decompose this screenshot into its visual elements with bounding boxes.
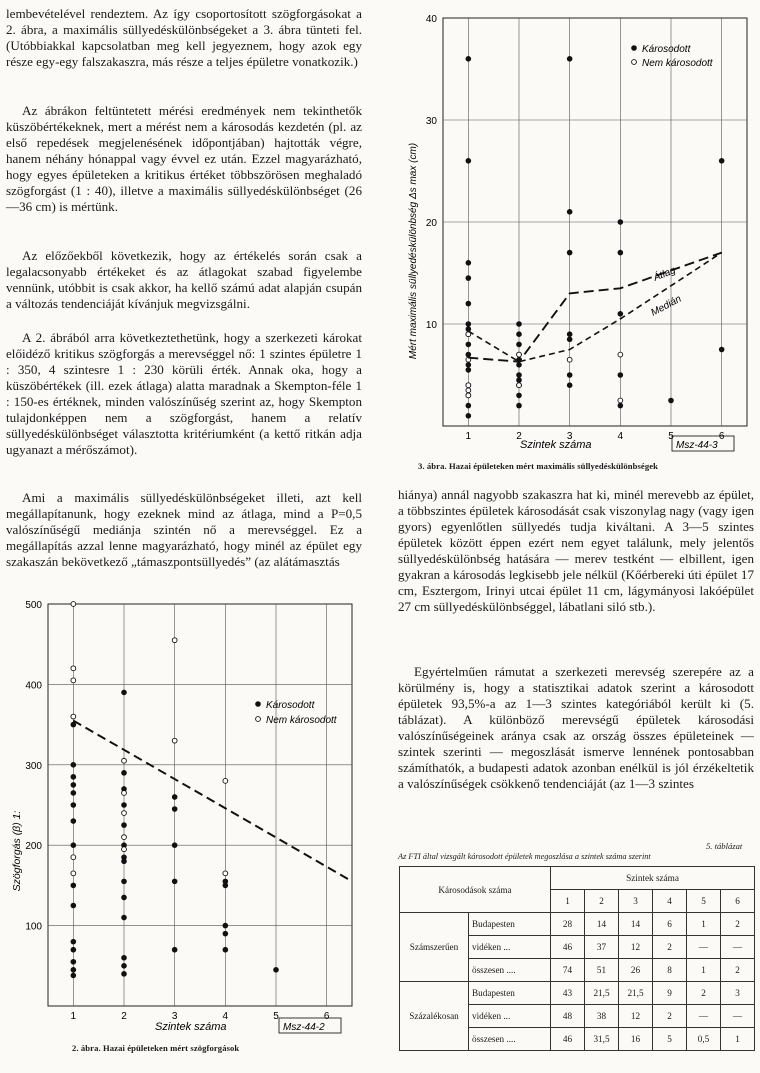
data-point-damaged — [516, 377, 522, 383]
table-cell: 9 — [653, 982, 687, 1005]
data-point-damaged — [466, 362, 472, 368]
data-point-damaged — [121, 955, 127, 961]
data-point-damaged — [71, 802, 77, 808]
table-row — [400, 982, 755, 1005]
x-tick-label: 5 — [273, 1011, 279, 1022]
table-header-group: Szintek száma — [551, 867, 755, 890]
table-cell: 74 — [551, 959, 585, 982]
paragraph: hiánya) annál nagyobb szakaszra hat ki, minél merevebb az épület, a többszintes épületek károsodását csak viszonylag nagy (vagy igen gyors) egyenlőtlen süllyedés tudja kiváltani. A 3—5 szintes épületek között éppen ezért nem egyet találunk, mely jelentős süllyedéskülönbség hatására — merev testként — elbillent, igen gyakran a károsodás legkisebb jele nélkül (Kőérbereki úti épület 17 cm, Esztergom, Irinyi utcai épület 11 cm, lágymányosi lakóépület 27 cm süllyedéskülönbséggel, lábatlani siló stb.). — [398, 487, 754, 615]
data-point-damaged — [567, 209, 573, 215]
table-label: 5. táblázat — [706, 841, 743, 851]
data-point-undamaged — [172, 738, 177, 743]
table-col-header: 6 — [721, 890, 755, 913]
line-label-atlag: Átlag — [652, 265, 678, 284]
data-point-damaged — [71, 967, 77, 973]
data-point-undamaged — [122, 811, 127, 816]
x-tick-label: 1 — [70, 1011, 77, 1022]
table-header-left: Károsodások száma — [400, 867, 551, 913]
table-cell: 14 — [585, 913, 619, 936]
data-point-undamaged — [618, 398, 623, 403]
data-point-damaged — [466, 301, 472, 307]
x-tick-label: 3 — [566, 431, 573, 442]
table-cell: — — [687, 936, 721, 959]
data-point-damaged — [172, 879, 178, 885]
data-point-undamaged — [618, 352, 623, 357]
table-cell: — — [687, 1005, 721, 1028]
data-point-damaged — [567, 331, 573, 337]
y-tick-label: 300 — [25, 760, 42, 772]
data-point-undamaged — [466, 383, 471, 388]
data-point-damaged — [516, 372, 522, 378]
data-point-damaged — [71, 903, 77, 909]
data-point-damaged — [466, 352, 472, 358]
paragraph: lembevételével rendeztem. Az így csoportosított szögforgásokat a 2. ábra, a maximális süllyedéskülönbségeket a 3. ábra tünteti fel. (Utóbbiakkal kapcsolatban meg kell jegyeznem, hogy azok egy része egy-egy falszakaszra, más része a teljes épületre vonatkozik.) — [6, 6, 362, 70]
data-point-damaged — [71, 818, 77, 824]
table-cell: 2 — [687, 982, 721, 1005]
data-point-damaged — [516, 342, 522, 348]
data-point-damaged — [121, 915, 127, 921]
table-cell: 1 — [687, 913, 721, 936]
y-axis-label: Szögforgás (β) 1: — [11, 810, 23, 892]
data-point-damaged — [567, 372, 573, 378]
x-tick-label: 2 — [121, 1011, 127, 1022]
table-row-label: vidéken ... — [469, 1005, 551, 1028]
data-point-damaged — [466, 260, 472, 266]
data-point-undamaged — [71, 602, 76, 607]
data-point-undamaged — [567, 357, 572, 362]
table-cell: — — [721, 1005, 755, 1028]
data-point-damaged — [719, 347, 725, 353]
paragraph: Az előzőekből következik, hogy az értékelés során csak a legalacsonyabb értékeket és az átlagokat szabad figyelembe vennünk, utóbbit is csak akkor, ha kellő számú adat alapján csupán a változás tendenciáját kívánjuk megvizsgálni. — [6, 248, 362, 312]
average-line — [468, 253, 721, 362]
data-point-damaged — [71, 774, 77, 780]
table-group-label: Százalékosan — [400, 982, 469, 1051]
data-point-undamaged — [223, 778, 228, 783]
data-point-undamaged — [122, 847, 127, 852]
line-label-median: Medián — [649, 293, 684, 319]
table-cell: 31,5 — [585, 1028, 619, 1051]
table-col-header: 5 — [687, 890, 721, 913]
data-point-damaged — [618, 311, 624, 317]
x-tick-label: 5 — [668, 431, 674, 442]
data-point-damaged — [121, 971, 127, 977]
data-point-damaged — [172, 806, 178, 812]
data-point-damaged — [516, 321, 522, 327]
table-cell: 0,5 — [687, 1028, 721, 1051]
table-col-header: 2 — [585, 890, 619, 913]
trend-line — [73, 721, 352, 882]
data-point-damaged — [719, 158, 725, 164]
table-cell: 21,5 — [619, 982, 653, 1005]
table-cell: 5 — [653, 1028, 687, 1051]
x-tick-label: 6 — [323, 1011, 330, 1022]
data-point-damaged — [121, 895, 127, 901]
x-tick-label: 4 — [222, 1011, 229, 1022]
x-axis-label: Szintek száma — [520, 439, 592, 451]
y-tick-label: 10 — [425, 320, 437, 331]
data-point-undamaged — [71, 666, 76, 671]
data-point-damaged — [172, 794, 178, 800]
table-cell: — — [721, 936, 755, 959]
data-point-damaged — [567, 250, 573, 256]
data-point-damaged — [466, 275, 472, 281]
y-tick-label: 500 — [25, 600, 42, 611]
figure-3-chart — [395, 6, 760, 466]
table-row-label: vidéken ... — [469, 936, 551, 959]
x-tick-label: 4 — [617, 431, 624, 442]
data-point-undamaged — [122, 835, 127, 840]
data-point-damaged — [71, 973, 77, 979]
table-cell: 26 — [619, 959, 653, 982]
data-point-damaged — [223, 883, 229, 889]
y-axis-label: Mért maximális süllyedéskülönbség Δs max (cm) — [408, 142, 419, 360]
data-point-undamaged — [122, 758, 127, 763]
paragraph: Ami a maximális süllyedéskülönbségeket illeti, azt kell megállapítanunk, hogy ezeknek mind az átlaga, mind a P=0,5 valószínűségű mediánja szintén nő a merevséggel. Ez a megállapítás azzal lenne magyarázható, hogy minél az épület egy szakaszán bekövetkező „támaszpontsüllyedés” (az alátámasztás — [6, 490, 362, 570]
data-point-damaged — [172, 947, 178, 953]
legend-undamaged-marker — [632, 60, 637, 65]
data-point-damaged — [466, 321, 472, 327]
table-cell: 46 — [551, 1028, 585, 1051]
data-point-undamaged — [71, 855, 76, 860]
data-point-damaged — [466, 413, 472, 419]
data-point-damaged — [466, 56, 472, 62]
data-point-undamaged — [122, 791, 127, 796]
legend-damaged-label: Károsodott — [642, 44, 691, 55]
legend-damaged-label: Károsodott — [266, 700, 315, 711]
legend-undamaged-marker — [256, 717, 261, 722]
table-cell: 2 — [721, 959, 755, 982]
data-point-damaged — [466, 367, 472, 373]
y-tick-label: 200 — [25, 841, 42, 853]
table-cell: 12 — [619, 936, 653, 959]
chart-grid — [426, 14, 747, 442]
table-col-header: 3 — [619, 890, 653, 913]
data-point-damaged — [121, 963, 127, 969]
table-cell: 6 — [653, 913, 687, 936]
data-point-damaged — [618, 403, 624, 409]
data-point-damaged — [567, 337, 573, 343]
y-tick-label: 100 — [25, 921, 42, 933]
data-point-undamaged — [71, 871, 76, 876]
data-point-undamaged — [71, 714, 76, 719]
table-cell: 43 — [551, 982, 585, 1005]
data-point-damaged — [121, 690, 127, 696]
figure-tag: Msz-44-2 — [283, 1022, 325, 1033]
paragraph: Egyértelműen rámutat a szerkezeti merevség szerepére az a körülmény is, hogy a statisztikai adatok szerint a károsodott épületek 93,5%-a az 1—3 szintes kategóriából került ki (5. táblázat). A különböző merevségű épületek károsodási valószínűségeinek aránya csak az ország összes épületeinek — szintek szerinti — megoszlását ismerve lennének pontosabban számíthatók, a budapesti adatok azonban enélkül is jól érzékeltetik a valószínűségek csökkenő tendenciáját (az 1—3 szintes — [398, 664, 754, 792]
legend-undamaged-label: Nem károsodott — [642, 58, 713, 69]
table-cell: 1 — [687, 959, 721, 982]
data-point-damaged — [71, 947, 77, 953]
data-point-damaged — [618, 250, 624, 256]
data-point-damaged — [121, 802, 127, 808]
paragraph: Az ábrákon feltüntetett mérési eredmények nem tekinthetők küszöbértékeknek, mert a mérést nem a károsodás kezdetén (pl. az első repedések megjelenésének időpontjában) hajtották végre, hanem néhány hónappal vagy évvel ez után. Ezzel magyarázható, hogy egyes épületeken a kritikus értéket többszörösen meghaladó szögforgást (1 : 40), illetve a maximális süllyedéskülönbséget (26—36 cm) is mértünk. — [6, 103, 362, 215]
table-cell: 14 — [619, 913, 653, 936]
x-tick-label: 2 — [516, 431, 522, 442]
median-line — [468, 253, 721, 362]
table-title: Az FTI által vizsgált károsodott épületek megoszlása a szintek száma szerint — [398, 852, 651, 861]
table-cell: 12 — [619, 1005, 653, 1028]
data-point-damaged — [71, 782, 77, 788]
legend-undamaged-label: Nem károsodott — [266, 715, 337, 726]
figure-2-caption: 2. ábra. Hazai épületeken mért szögforgások — [72, 1043, 240, 1053]
data-point-undamaged — [466, 393, 471, 398]
data-point-undamaged — [466, 388, 471, 393]
data-point-damaged — [121, 822, 127, 828]
data-point-damaged — [71, 959, 77, 965]
table-5 — [399, 866, 755, 1051]
table-cell: 3 — [721, 982, 755, 1005]
x-tick-label: 1 — [465, 431, 472, 442]
data-point-damaged — [71, 939, 77, 945]
y-tick-label: 400 — [25, 680, 42, 692]
table-group-label: Számszerűen — [400, 913, 469, 982]
x-tick-label: 6 — [718, 431, 725, 442]
table-cell: 1 — [721, 1028, 755, 1051]
table-row-label: összesen .... — [469, 1028, 551, 1051]
table-cell: 21,5 — [585, 982, 619, 1005]
x-axis-label: Szintek száma — [155, 1021, 227, 1033]
y-tick-label: 40 — [425, 14, 437, 25]
plot-frame — [48, 604, 352, 1006]
table-cell: 37 — [585, 936, 619, 959]
data-point-damaged — [121, 858, 127, 864]
table-row-label: Budapesten — [469, 982, 551, 1005]
table-cell: 51 — [585, 959, 619, 982]
y-tick-label: 30 — [425, 116, 437, 127]
data-point-damaged — [71, 790, 77, 796]
data-point-damaged — [223, 923, 229, 929]
data-point-damaged — [121, 770, 127, 776]
data-point-damaged — [618, 372, 624, 378]
data-point-damaged — [618, 219, 624, 225]
figure-3-caption: 3. ábra. Hazai épületeken mért maximális süllyedéskülönbségek — [418, 461, 659, 471]
table-col-header: 4 — [653, 890, 687, 913]
data-point-undamaged — [172, 638, 177, 643]
data-point-undamaged — [517, 352, 522, 357]
data-point-damaged — [516, 331, 522, 337]
data-point-damaged — [223, 931, 229, 937]
data-point-damaged — [516, 362, 522, 368]
legend-damaged-marker — [631, 45, 637, 51]
data-point-damaged — [668, 398, 674, 404]
data-point-undamaged — [71, 678, 76, 683]
table-cell: 2 — [721, 913, 755, 936]
table-row — [400, 913, 755, 936]
table-cell: 38 — [585, 1005, 619, 1028]
data-point-undamaged — [517, 383, 522, 388]
data-point-damaged — [466, 403, 472, 409]
figure-2-chart — [0, 596, 370, 1056]
paragraph: A 2. ábrából arra következtethetünk, hogy a szerkezeti károkat előidéző kritikus szögforgás a merevséggel nő: 1 szintes épületre 1 : 350, 4 szintesre 1 : 230 körüli érték. Annak oka, hogy a küszöbértékek (ill. ezek átlaga) alatta maradnak a Skempton-féle 1 : 150-es értéknek, minden valószínűség szerint az, hogy Skempton tulajdonképpen nem a szögforgást, hanem a relatív süllyedéskülönbséget választotta kritériumként (a kettő ritkán adja ugyanazt a mérőszámot). — [6, 330, 362, 458]
table-header-row — [400, 867, 755, 890]
y-tick-label: 20 — [425, 218, 437, 229]
table-row-label: összesen .... — [469, 959, 551, 982]
table-cell: 8 — [653, 959, 687, 982]
legend-damaged-marker — [255, 701, 261, 707]
data-point-damaged — [516, 393, 522, 399]
data-point-damaged — [71, 762, 77, 768]
chart-grid — [25, 600, 352, 1022]
table-col-header: 1 — [551, 890, 585, 913]
table-cell: 16 — [619, 1028, 653, 1051]
table-cell: 46 — [551, 936, 585, 959]
table-row-label: Budapesten — [469, 913, 551, 936]
figure-tag: Msz-44-3 — [676, 440, 718, 451]
data-point-undamaged — [223, 871, 228, 876]
data-point-damaged — [466, 342, 472, 348]
data-point-damaged — [71, 842, 77, 848]
data-point-damaged — [466, 158, 472, 164]
data-point-damaged — [273, 967, 279, 973]
data-point-damaged — [567, 56, 573, 62]
table-cell: 28 — [551, 913, 585, 936]
table-cell: 48 — [551, 1005, 585, 1028]
table-cell: 2 — [653, 936, 687, 959]
data-point-damaged — [516, 403, 522, 409]
data-point-damaged — [121, 879, 127, 885]
data-point-damaged — [172, 842, 178, 848]
data-point-damaged — [567, 382, 573, 388]
table-cell: 2 — [653, 1005, 687, 1028]
data-point-damaged — [71, 883, 77, 889]
data-point-damaged — [223, 947, 229, 953]
x-tick-label: 3 — [171, 1011, 178, 1022]
